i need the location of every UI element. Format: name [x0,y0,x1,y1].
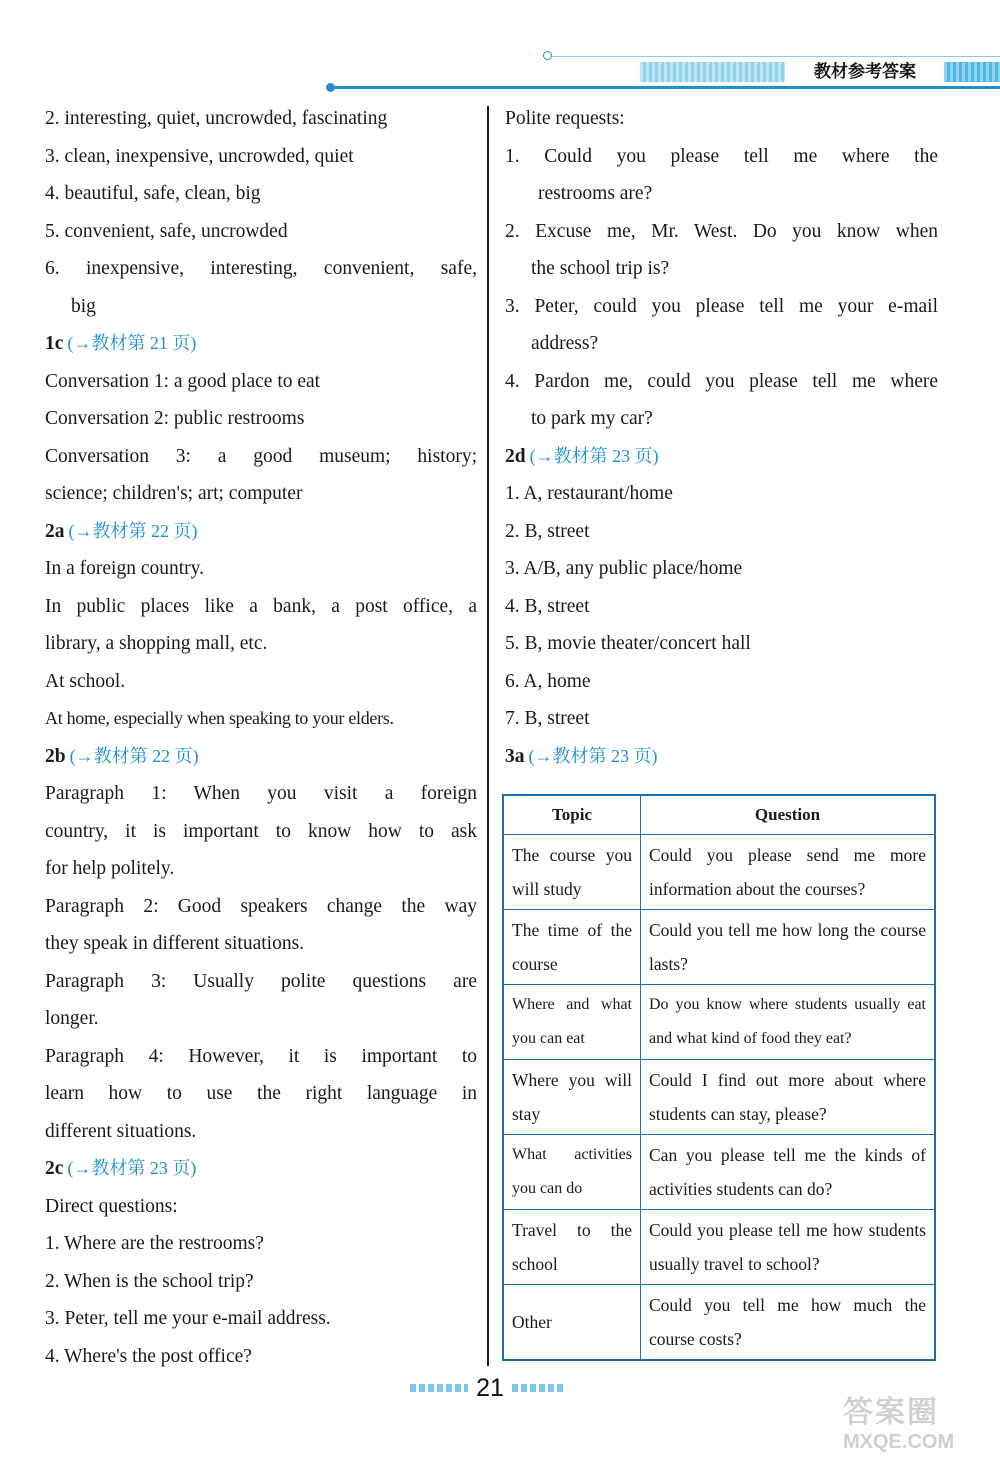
answer-line: Paragraph 4: However, it is important to [45,1045,477,1067]
topic-question-table [502,794,936,1361]
table-header-question: Question [641,795,936,835]
header-rule-thin [552,56,1000,57]
section-label: 1c [45,333,64,354]
answer-line: the school trip is? [531,258,670,279]
answer-line: Conversation 1: a good place to eat [45,370,321,392]
answer-line: Direct questions: [45,1195,178,1217]
answer-line: to park my car? [531,408,653,429]
page-number: 21 [476,1374,504,1402]
textbook-page-ref: (→教材第 22 页) [69,745,199,766]
answer-line: library, a shopping mall, etc. [45,633,268,654]
answer-line: science; children's; art; computer [45,483,303,504]
section-heading-2c [45,1150,477,1188]
answer-line: 6. inexpensive, interesting, convenient, safe, [45,258,477,279]
answer-line: country, it is important to know how to ask [45,820,477,842]
answer-line: big [71,295,96,317]
section-label: 3a [505,745,525,767]
answer-line: 5. B, movie theater/concert hall [505,633,751,654]
section-heading-2d [505,438,938,476]
answer-line: address? [531,333,599,354]
answer-line: Conversation 3: a good museum; history; [45,445,477,467]
table-cell-topic: Other [503,1285,641,1361]
header-title: 教材参考答案 [814,62,916,82]
answer-line: 1. A, restaurant/home [505,483,673,504]
footer-ornament-left [410,1384,468,1392]
answer-line: 4. B, street [505,595,590,617]
section-label: 2a [45,520,65,542]
table-cell-topic: Where and what you can eat [503,985,641,1060]
table-cell-question: Could I find out more about where students can stay, please? [641,1060,936,1135]
right-column [505,100,938,775]
table-cell-topic: The course you will study [503,835,641,910]
table-cell-question: Could you tell me how much the course costs? [641,1285,936,1361]
answer-line: 6. A, home [505,670,591,692]
table-cell-topic: Travel to the school [503,1210,641,1285]
table-cell-question: Could you please tell me how students usually travel to school? [641,1210,936,1285]
watermark-url: MXQE.COM [843,1431,955,1453]
footer-ornament-right [512,1384,566,1392]
answer-line: longer. [45,1008,99,1029]
section-label: 2c [45,1158,64,1179]
answer-line: 4. beautiful, safe, clean, big [45,183,261,204]
table-cell-question: Can you please tell me the kinds of activities students can do? [641,1135,936,1210]
table-cell-question: Do you know where students usually eat and what kind of food they eat? [641,985,936,1060]
table-cell-topic: What activities you can do [503,1135,641,1210]
answer-line: In public places like a bank, a post office, a [45,595,477,617]
answer-line: Conversation 2: public restrooms [45,408,305,429]
answer-line: 1. Could you please tell me where the [505,145,938,167]
answer-line: they speak in different situations. [45,933,305,954]
answer-line: 2. Excuse me, Mr. West. Do you know when [505,220,938,242]
answer-line: 2. When is the school trip? [45,1270,254,1292]
table-row [503,1210,935,1285]
watermark-text: 答案圈 [843,1395,939,1430]
answer-line: 3. Peter, could you please tell me your e-mail [505,295,938,317]
left-column [45,100,477,1375]
answer-line: for help politely. [45,858,175,879]
answer-line: 3. A/B, any public place/home [505,558,743,579]
textbook-page-ref: (→教材第 22 页) [68,520,198,541]
section-heading-2a [45,513,477,551]
answer-line: different situations. [45,1120,197,1142]
textbook-page-ref: (→教材第 21 页) [67,333,197,353]
table-row [503,1135,935,1210]
section-heading-2b [45,738,477,776]
table-cell-question: Could you please send me more information about the courses? [641,835,936,910]
answer-line: Paragraph 3: Usually polite questions are [45,970,477,992]
section-label: 2d [505,445,526,467]
answer-line: At home, especially when speaking to your elders. [45,708,394,728]
answer-line: At school. [45,670,126,692]
header-circle-ornament [543,51,552,60]
section-heading-3a [505,738,938,776]
table-row [503,835,935,910]
table-row [503,1285,935,1361]
table-header-topic: Topic [503,795,641,835]
table-cell-question: Could you tell me how long the course lasts? [641,910,936,985]
answer-line: 3. Peter, tell me your e-mail address. [45,1308,331,1329]
table-row [503,1060,935,1135]
answer-line: In a foreign country. [45,558,205,579]
textbook-page-ref: (→教材第 23 页) [67,1158,197,1178]
section-heading-1c [45,325,477,363]
answer-line: 2. B, street [505,520,590,542]
textbook-page-ref: (→教材第 23 页) [528,745,658,766]
answer-line: restrooms are? [538,183,653,204]
answer-line: Paragraph 2: Good speakers change the way [45,895,477,917]
answer-line: Polite requests: [505,108,625,129]
section-label: 2b [45,745,66,767]
textbook-page-ref: (→教材第 23 页) [529,445,659,466]
table-row [503,985,935,1060]
watermark-logo [843,1396,993,1456]
header-dot-ornament [326,83,335,92]
answer-line: 1. Where are the restrooms? [45,1233,264,1254]
answer-line: 7. B, street [505,708,590,729]
table-cell-topic: Where you will stay [503,1060,641,1135]
table-row [503,910,935,985]
header-rule [330,86,1000,89]
table-header-row [503,795,935,835]
header-stripe-band [640,62,785,82]
answer-line: 4. Where's the post office? [45,1345,252,1367]
answer-line: Paragraph 1: When you visit a foreign [45,783,477,804]
column-divider [487,106,489,1366]
table-cell-topic: The time of the course [503,910,641,985]
answer-line: 2. interesting, quiet, uncrowded, fascinating [45,108,388,129]
answer-line: 3. clean, inexpensive, uncrowded, quiet [45,145,354,167]
answer-line: 4. Pardon me, could you please tell me where [505,370,938,392]
answer-line: 5. convenient, safe, uncrowded [45,220,288,242]
answer-line: learn how to use the right language in [45,1083,477,1104]
header-stripe-band-right [944,62,1000,82]
